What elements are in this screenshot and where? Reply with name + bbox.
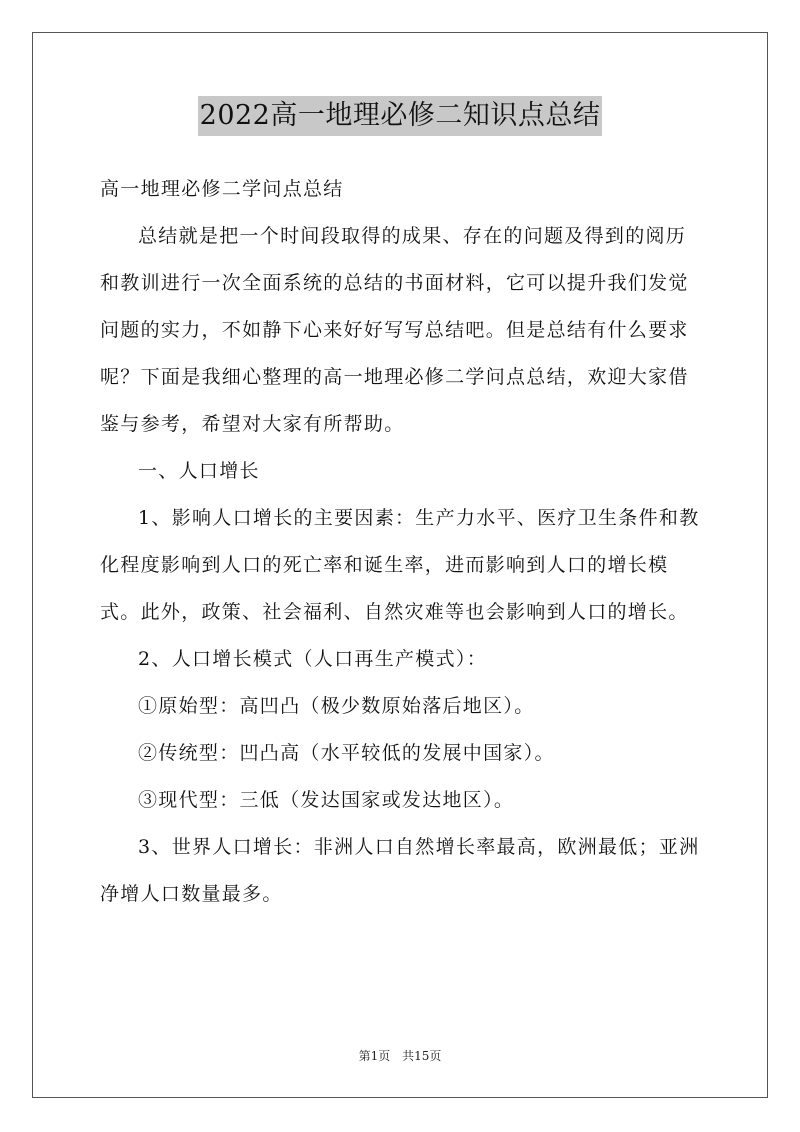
paragraph-growth-factors: 1、影响人口增长的主要因素：生产力水平、医疗卫生条件和教化程度影响到人口的死亡率和诞生率，进而影响到人口的增长模式。此外，政策、社会福利、自然灾难等也会影响到人口的增长。 — [100, 507, 700, 623]
page-total: 共15页 — [402, 1049, 442, 1063]
section-heading-population-growth: 一、人口增长 — [138, 460, 260, 482]
document-title: 2022高一地理必修二知识点总结 — [198, 96, 603, 136]
document-body — [100, 166, 700, 918]
paragraph-growth-modes: 2、人口增长模式（人口再生产模式）： — [138, 648, 487, 670]
list-item-modern-type: ③现代型：三低（发达国家或发达地区）。 — [138, 789, 515, 811]
list-item-traditional-type: ②传统型：凹凸高（水平较低的发展中国家）。 — [138, 742, 555, 764]
paragraph-world-population-growth: 3、世界人口增长：非洲人口自然增长率最高，欧洲最低；亚洲净增人口数量最多。 — [100, 836, 700, 905]
page-footer — [0, 1048, 800, 1064]
intro-paragraph: 总结就是把一个时间段取得的成果、存在的问题及得到的阅历和教训进行一次全面系统的总结的书面材料，它可以提升我们发觉问题的实力，不如静下心来好好写写总结吧。但是总结有什么要求呢？下面是我细心整理的高一地理必修二学问点总结，欢迎大家借鉴与参考，希望对大家有所帮助。 — [100, 225, 689, 435]
page-number: 第1页 — [358, 1049, 391, 1063]
list-item-primitive-type: ①原始型：高凹凸（极少数原始落后地区）。 — [138, 695, 535, 717]
title-container — [0, 96, 800, 136]
document-subtitle: 高一地理必修二学问点总结 — [100, 178, 344, 200]
